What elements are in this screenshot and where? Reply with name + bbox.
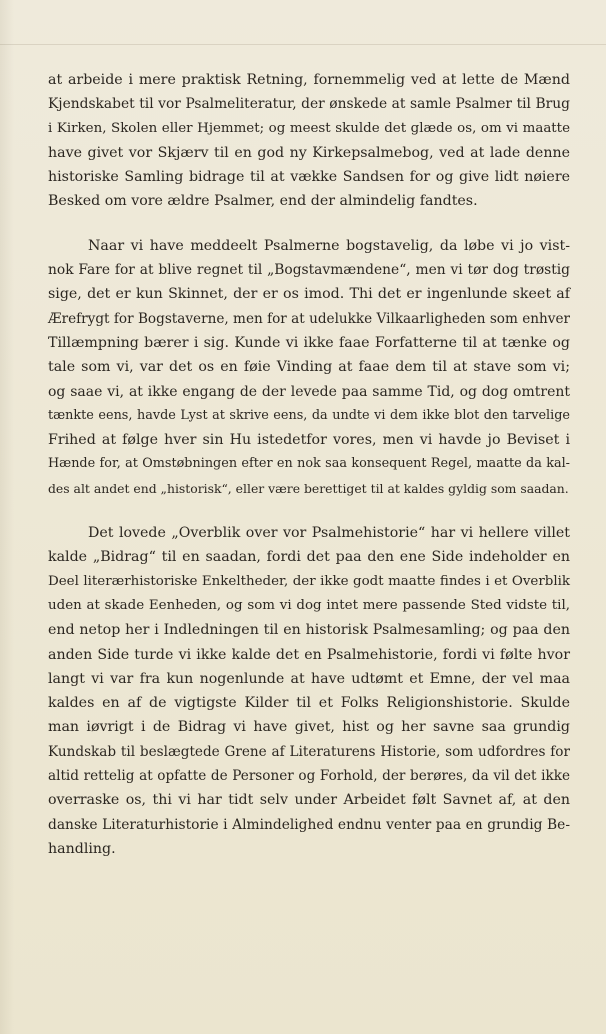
text-line: Kundskab til beslægtede Grene af Literaturens Historie, som udfordres for — [48, 743, 570, 760]
text-line: uden at skade Eenheden, og som vi dog intet mere passende Sted vidste til, — [48, 597, 570, 613]
text-line: Det lovede „Overblik over vor Psalmehistorie“ har vi hellere villet — [88, 525, 570, 542]
text-line: anden Side turde vi ikke kalde det en Psalmehistorie, fordi vi følte hvor — [48, 646, 570, 663]
paragraph — [48, 234, 570, 501]
text-line: Frihed at følge hver sin Hu istedetfor vores, men vi havde jo Beviset i — [48, 432, 570, 449]
paragraph — [48, 68, 570, 214]
text-line: overraske os, thi vi har tidt selv under Arbeidet følt Savnet af, at den — [48, 792, 570, 809]
text-line: Deel literærhistoriske Enkeltheder, der ikke godt maatte findes i et Overblik — [48, 573, 570, 589]
text-line: Hænde for, at Omstøbningen efter en nok saa konsequent Regel, maatte da kal- — [48, 456, 570, 472]
text-line: sige, det er kun Skinnet, der er os imod. Thi det er ingenlunde skeet af — [48, 286, 570, 303]
text-line: tale som vi, var det os en føie Vinding at faae dem til at stave som vi; — [48, 359, 570, 376]
text-line: have givet vor Skjærv til en god ny Kirkepsalmebog, ved at lade denne — [48, 144, 570, 161]
text-line: danske Literaturhistorie i Almindelighed endnu venter paa en grundig Be- — [48, 816, 570, 833]
text-line: historiske Samling bidrage til at vække Sandsen for og give lidt nøiere — [48, 169, 570, 186]
text-line: kalde „Bidrag“ til en saadan, fordi det paa den ene Side indeholder en — [48, 549, 570, 566]
text-line: langt vi var fra kun nogenlunde at have udtømt et Emne, der vel maa — [48, 670, 570, 687]
page-top-edge — [0, 44, 606, 45]
paragraph — [48, 521, 570, 861]
text-line: man iøvrigt i de Bidrag vi have givet, hist og her savne saa grundig — [48, 719, 570, 736]
text-line: tænkte eens, havde Lyst at skrive eens, da undte vi dem ikke blot den tarvelige — [48, 407, 570, 423]
text-line: handling. — [48, 840, 116, 857]
text-line: end netop her i Indledningen til en historisk Psalmesamling; og paa den — [48, 622, 570, 639]
text-line: nok Fare for at blive regnet til „Bogstavmændene“, men vi tør dog trøstig — [48, 262, 570, 279]
body-text — [48, 68, 570, 881]
text-line: kaldes en af de vigtigste Kilder til et Folks Religionshistorie. Skulde — [48, 695, 570, 712]
text-line: Naar vi have meddeelt Psalmerne bogstavelig, da løbe vi jo vist- — [88, 237, 570, 254]
text-line: i Kirken, Skolen eller Hjemmet; og meest skulde det glæde os, om vi maatte — [48, 120, 570, 136]
text-line: og saae vi, at ikke engang de der levede paa samme Tid, og dog omtrent — [48, 383, 570, 400]
text-line: Ærefrygt for Bogstaverne, men for at udelukke Vilkaarligheden som enhver — [48, 310, 570, 327]
text-line: Kjendskabet til vor Psalmeliteratur, der ønskede at samle Psalmer til Brug — [48, 96, 570, 113]
text-line: at arbeide i mere praktisk Retning, fornemmelig ved at lette de Mænd — [48, 72, 570, 88]
text-line: Tillæmpning bærer i sig. Kunde vi ikke faae Forfatterne til at tænke og — [48, 334, 570, 351]
text-line: des alt andet end „historisk“, eller være berettiget til at kaldes gyldig som saadan. — [48, 480, 569, 496]
text-line: altid rettelig at opfatte de Personer og Forhold, der berøres, da vil det ikke — [48, 768, 570, 785]
text-line: Besked om vore ældre Psalmer, end der almindelig fandtes. — [48, 193, 478, 210]
